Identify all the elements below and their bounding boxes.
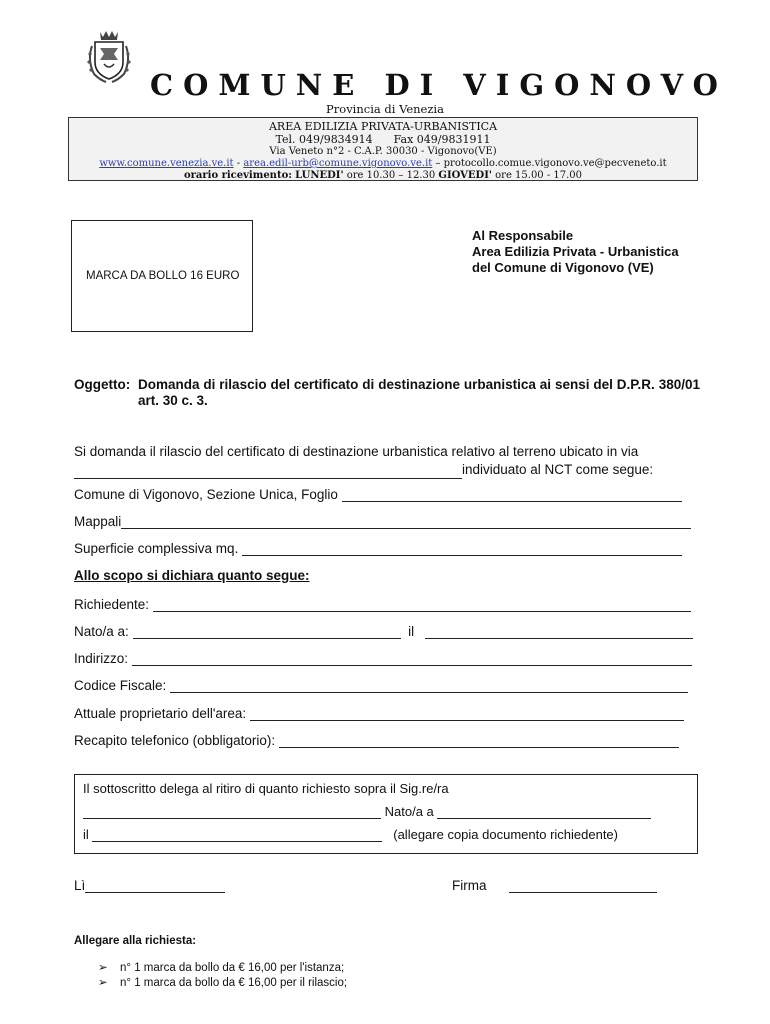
addressee-line-1: Al Responsabile bbox=[472, 228, 574, 243]
codice-fiscale-row bbox=[74, 678, 688, 693]
addressee-line-3: del Comune di Vigonovo (VE) bbox=[472, 260, 654, 275]
stamp-label: MARCA DA BOLLO 16 EURO bbox=[86, 270, 240, 282]
richiedente-blank[interactable] bbox=[153, 601, 691, 612]
request-line-1: Si domanda il rilascio del certificato di destinazione urbanistica relativo al terreno ubicato in via bbox=[74, 444, 639, 459]
attachment-item bbox=[98, 960, 344, 974]
nato-blank[interactable] bbox=[133, 628, 401, 639]
foglio-blank[interactable] bbox=[342, 491, 682, 502]
place-row bbox=[74, 878, 225, 893]
codice-fiscale-label: Codice Fiscale: bbox=[74, 678, 167, 693]
attachments-title: Allegare alla richiesta: bbox=[74, 935, 197, 947]
nato-il-label: il bbox=[408, 624, 415, 639]
addressee-line-2: Area Edilizia Privata - Urbanistica bbox=[472, 244, 679, 259]
request-paragraph bbox=[74, 443, 698, 479]
scope-heading: Allo scopo si dichiara quanto segue: bbox=[74, 568, 310, 583]
office-name: AREA EDILIZIA PRIVATA-URBANISTICA bbox=[268, 120, 498, 133]
signature-label: Firma bbox=[452, 878, 487, 893]
arrow-bullet-icon: ➢ bbox=[98, 977, 108, 989]
delegation-box bbox=[74, 774, 698, 854]
street-blank[interactable] bbox=[74, 468, 462, 479]
delegate-il-blank[interactable] bbox=[92, 831, 382, 842]
indirizzo-label: Indirizzo: bbox=[74, 651, 129, 666]
arrow-bullet-icon: ➢ bbox=[98, 962, 108, 974]
province-subtitle: Provincia di Venezia bbox=[326, 102, 444, 116]
office-contacts bbox=[69, 158, 697, 170]
recapito-label: Recapito telefonico (obbligatorio): bbox=[74, 733, 276, 748]
hours-time-1: ore 10.30 – 12.30 bbox=[346, 170, 436, 181]
recapito-blank[interactable] bbox=[279, 737, 679, 748]
foglio-label: Comune di Vigonovo, Sezione Unica, Foglio bbox=[74, 487, 338, 502]
hours-day-2: GIOVEDI' bbox=[438, 170, 492, 181]
office-hours bbox=[69, 170, 697, 182]
office-phone-fax: Tel. 049/9834914 Fax 049/9831911 bbox=[275, 133, 491, 146]
richiedente-label: Richiedente: bbox=[74, 597, 150, 612]
request-line-2 bbox=[74, 461, 698, 479]
superficie-blank[interactable] bbox=[242, 545, 682, 556]
delegation-line-1 bbox=[83, 781, 449, 796]
richiedente-row bbox=[74, 597, 691, 612]
request-line-2-suffix: individuato al NCT come segue: bbox=[462, 462, 654, 477]
delegate-il-label: il bbox=[83, 827, 89, 842]
contacts-separator: - bbox=[233, 158, 244, 169]
proprietario-row bbox=[74, 706, 684, 721]
attachment-text: n° 1 marca da bollo da € 16,00 per il rilascio; bbox=[120, 977, 348, 989]
attachment-item bbox=[98, 975, 347, 989]
subject-text: Domanda di rilascio del certificato di destinazione urbanistica ai sensi del D.P.R. 380/01 art. 30 c. 3. bbox=[138, 377, 700, 408]
email-link[interactable]: area.edil-urb@comune.vigonovo.ve.it bbox=[243, 158, 433, 169]
place-blank[interactable] bbox=[85, 882, 225, 893]
proprietario-label: Attuale proprietario dell'area: bbox=[74, 706, 247, 721]
attachment-text: n° 1 marca da bollo da € 16,00 per l'istanza; bbox=[120, 962, 345, 974]
subject-label: Oggetto: bbox=[74, 377, 131, 392]
hours-day-1: LUNEDI' bbox=[295, 170, 344, 181]
indirizzo-row bbox=[74, 651, 692, 666]
addressee-block bbox=[472, 228, 679, 276]
superficie-label: Superficie complessiva mq. bbox=[74, 541, 239, 556]
nato-row bbox=[74, 624, 693, 639]
delegation-line-2 bbox=[83, 804, 651, 819]
website-link[interactable]: www.comune.venezia.ve.it bbox=[99, 158, 234, 169]
proprietario-blank[interactable] bbox=[250, 710, 684, 721]
foglio-row bbox=[74, 487, 682, 502]
delegate-name-blank[interactable] bbox=[83, 808, 381, 819]
office-address: Via Veneto n°2 - C.A.P. 30030 - Vigonovo(VE) bbox=[269, 146, 497, 157]
superficie-row bbox=[74, 541, 682, 556]
codice-fiscale-blank[interactable] bbox=[170, 682, 688, 693]
signature-blank[interactable] bbox=[509, 882, 657, 893]
delegation-line-3 bbox=[83, 827, 618, 842]
mappali-label: Mappali bbox=[74, 514, 122, 529]
hours-label: orario ricevimento: bbox=[183, 170, 292, 181]
hours-time-2: ore 15.00 - 17.00 bbox=[495, 170, 583, 181]
mappali-row bbox=[74, 514, 691, 529]
delegate-nato-label: Nato/a a bbox=[384, 804, 434, 819]
recapito-row bbox=[74, 733, 679, 748]
delegate-note: (allegare copia documento richiedente) bbox=[393, 827, 618, 842]
office-info-box bbox=[68, 117, 698, 181]
stamp-box bbox=[71, 220, 253, 332]
nato-il-blank[interactable] bbox=[425, 628, 693, 639]
place-label: Lì bbox=[74, 878, 86, 893]
coat-of-arms-icon bbox=[86, 28, 132, 84]
municipality-title: COMUNE DI VIGONOVO bbox=[150, 68, 728, 102]
delegation-text: Il sottoscritto delega al ritiro di quanto richiesto sopra il Sig.re/ra bbox=[83, 781, 449, 796]
signature-row bbox=[452, 878, 657, 893]
mappali-blank[interactable] bbox=[121, 518, 691, 529]
pec-address: – protocollo.comue.vigonovo.ve@pecveneto.it bbox=[432, 158, 667, 169]
delegate-nato-blank[interactable] bbox=[437, 808, 651, 819]
nato-label: Nato/a a: bbox=[74, 624, 129, 639]
indirizzo-blank[interactable] bbox=[132, 655, 692, 666]
